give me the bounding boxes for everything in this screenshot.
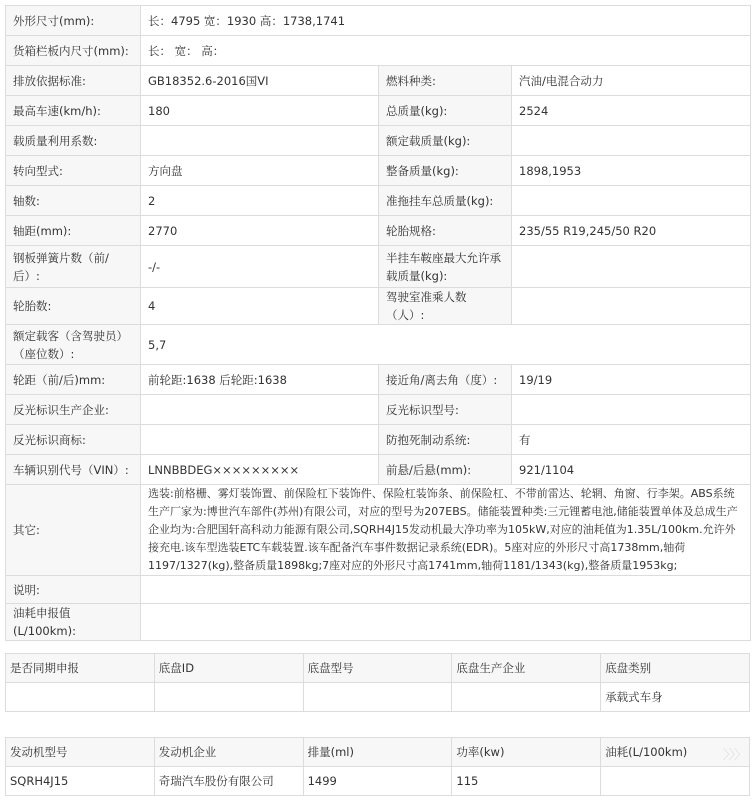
spec-label: 车辆识别代号（VIN）: — [6, 455, 141, 485]
spec-label: 燃料种类: — [379, 66, 512, 96]
spec-value: 921/1104 — [512, 455, 751, 485]
value-note — [141, 576, 751, 604]
engine-value-cell: 1499 — [303, 767, 452, 796]
spec-table — [5, 5, 751, 641]
spec-value: LNNBBDEG××××××××× — [141, 455, 379, 485]
label-fuel: 油耗申报值(L/100km): — [6, 604, 141, 641]
chassis-value-cell — [6, 683, 155, 712]
chassis-value-cell: 承载式车身 — [601, 683, 750, 712]
watermark-glyph: 〉〉〉 — [722, 748, 746, 763]
spec-value: 方向盘 — [141, 156, 379, 186]
spec-value: 19/19 — [512, 365, 751, 395]
spec-label: 排放依据标准: — [6, 66, 141, 96]
chassis-header-row — [6, 654, 750, 683]
spec-row — [6, 66, 751, 96]
spec-label: 轮距（前/后)mm: — [6, 365, 141, 395]
chassis-value-cell — [154, 683, 303, 712]
spec-label: 整备质量(kg): — [379, 156, 512, 186]
spec-row-rated-passengers — [6, 325, 751, 365]
engine-table — [5, 737, 750, 796]
spec-label: 驾驶室准乘人数（人）: — [379, 288, 512, 325]
engine-value-cell — [601, 767, 750, 796]
spec-row — [6, 96, 751, 126]
spec-row — [6, 216, 751, 246]
label-outer-size: 外形尺寸(mm): — [6, 6, 141, 36]
chassis-header-cell: 底盘型号 — [303, 654, 452, 683]
spec-label: 反光标识型号: — [379, 395, 512, 425]
chassis-header-cell: 是否同期申报 — [6, 654, 155, 683]
chassis-header-cell: 底盘ID — [154, 654, 303, 683]
spec-value: 2 — [141, 186, 379, 216]
spec-value — [141, 395, 379, 425]
label-other: 其它: — [6, 485, 141, 576]
spec-value — [512, 246, 751, 288]
label-cargo-size: 货箱栏板内尺寸(mm): — [6, 36, 141, 66]
spec-value — [512, 395, 751, 425]
engine-value-cell: SQRH4J15 — [6, 767, 155, 796]
spec-row-cargo-size — [6, 36, 751, 66]
spec-value — [141, 425, 379, 455]
spec-row — [6, 455, 751, 485]
spec-value: 有 — [512, 425, 751, 455]
spec-value: -/- — [141, 246, 379, 288]
chassis-value-cell — [303, 683, 452, 712]
spec-row — [6, 425, 751, 455]
spec-row — [6, 246, 751, 288]
value-fuel — [141, 604, 751, 641]
engine-header-cell: 发动机型号 — [6, 738, 155, 767]
spec-row — [6, 395, 751, 425]
spec-value: 2524 — [512, 96, 751, 126]
spec-label: 轮胎规格: — [379, 216, 512, 246]
spec-row-other — [6, 485, 751, 576]
label-rated-passengers: 额定载客（含驾驶员）（座位数）: — [6, 325, 141, 365]
spec-value: 180 — [141, 96, 379, 126]
spec-label: 反光标识生产企业: — [6, 395, 141, 425]
spec-value — [141, 126, 379, 156]
engine-header-cell: 油耗(L/100km) — [601, 738, 750, 767]
spec-label: 轮胎数: — [6, 288, 141, 325]
spec-value — [512, 288, 751, 325]
spec-label: 半挂车鞍座最大允许承载质量(kg): — [379, 246, 512, 288]
chassis-value-cell — [452, 683, 601, 712]
value-cargo-size: 长： 宽： 高： — [141, 36, 751, 66]
spec-row-outer-size — [6, 6, 751, 36]
spec-row-note — [6, 576, 751, 604]
value-other: 选装:前格栅、雾灯装饰置、前保险杠下装饰件、保险杠装饰条、前保险杠、不带前雷达、轮辋、角窗、行李架。ABS系统生产厂家为:博世汽车部件(苏州)有限公司，对应的型号为207EBS。储能装置种类:三元锂蓄电池,储能装置单体及总成生产企业均为:合肥国轩高科动力能源有限公司,SQRH4J15发动机最大净功率为105kW,对应的油耗值为1.35L/100km.允许外接充电.该车型选装ETC车载装置.该车配备汽车事件数据记录系统(EDR)。5座对应的外形尺寸高1738mm,轴荷1197/1327(kg),整备质量1898kg;7座对应的外形尺寸高1741mm,轴荷1181/1343(kg),整备质量1953kg; — [141, 485, 751, 576]
engine-value-row — [6, 767, 750, 796]
spec-row — [6, 365, 751, 395]
spec-value: 235/55 R19,245/50 R20 — [512, 216, 751, 246]
engine-value-cell: 奇瑞汽车股份有限公司 — [154, 767, 303, 796]
spec-label: 轴距(mm): — [6, 216, 141, 246]
chassis-header-cell: 底盘生产企业 — [452, 654, 601, 683]
engine-header-cell: 发动机企业 — [154, 738, 303, 767]
engine-header-row — [6, 738, 750, 767]
spec-label: 最高车速(km/h): — [6, 96, 141, 126]
spec-value: 2770 — [141, 216, 379, 246]
label-note: 说明: — [6, 576, 141, 604]
spec-value — [512, 186, 751, 216]
spec-label: 准拖挂车总质量(kg): — [379, 186, 512, 216]
spec-label: 额定载质量(kg): — [379, 126, 512, 156]
engine-value-cell: 115 — [452, 767, 601, 796]
chassis-table — [5, 653, 750, 712]
chassis-header-cell: 底盘类别 — [601, 654, 750, 683]
spec-label: 接近角/离去角（度）: — [379, 365, 512, 395]
spec-value: 前轮距:1638 后轮距:1638 — [141, 365, 379, 395]
spec-value — [512, 126, 751, 156]
spec-label: 轴数: — [6, 186, 141, 216]
spec-value: GB18352.6-2016国VI — [141, 66, 379, 96]
value-rated-passengers: 5,7 — [141, 325, 751, 365]
spec-value: 汽油/电混合动力 — [512, 66, 751, 96]
value-outer-size: 长：4795 宽：1930 高：1738,1741 — [141, 6, 751, 36]
spec-label: 转向型式: — [6, 156, 141, 186]
spec-label: 前悬/后悬(mm): — [379, 455, 512, 485]
spec-row — [6, 186, 751, 216]
spec-value: 1898,1953 — [512, 156, 751, 186]
spec-label: 钢板弹簧片数（前/后）: — [6, 246, 141, 288]
spec-label: 反光标识商标: — [6, 425, 141, 455]
spec-label: 总质量(kg): — [379, 96, 512, 126]
engine-header-cell: 功率(kw) — [452, 738, 601, 767]
spec-value: 4 — [141, 288, 379, 325]
spec-row — [6, 126, 751, 156]
spec-label: 载质量利用系数: — [6, 126, 141, 156]
spec-row-fuel — [6, 604, 751, 641]
spec-row — [6, 156, 751, 186]
chassis-value-row — [6, 683, 750, 712]
engine-header-cell: 排量(ml) — [303, 738, 452, 767]
spec-row — [6, 288, 751, 325]
spec-label: 防抱死制动系统: — [379, 425, 512, 455]
